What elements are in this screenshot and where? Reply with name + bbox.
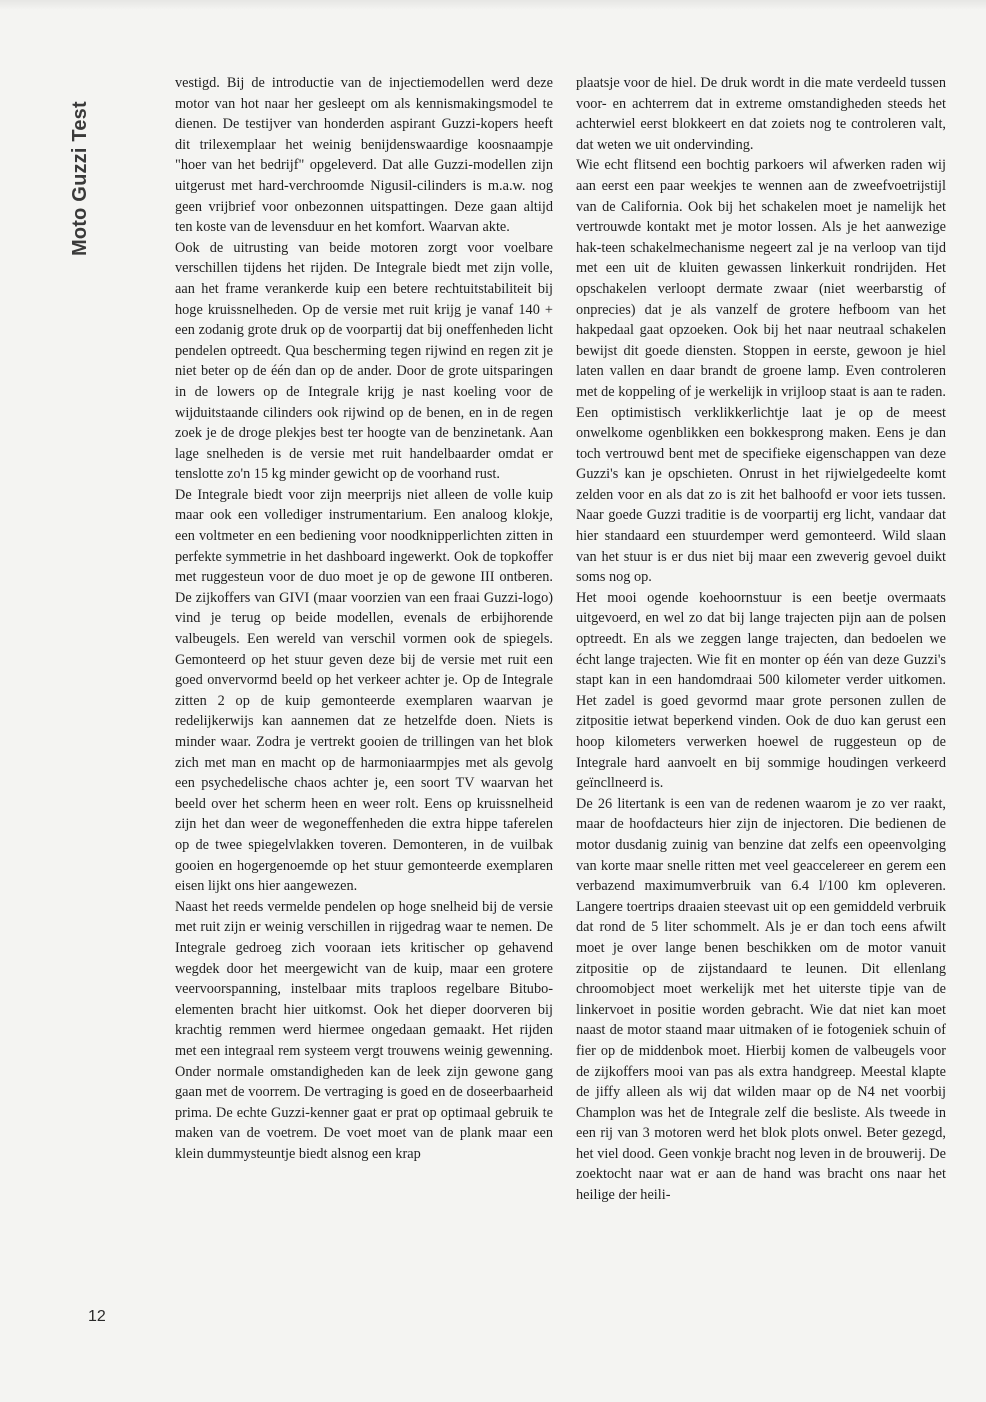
paragraph: Ook de uitrusting van beide motoren zorgt voor voelbare verschillen tijdens het rijden. De Integrale biedt met zijn volle, aan het frame verankerde kuip een betere rechtuitstabiliteit bij hoge kruissnelheden. Op de versie met ruit krijg je vanaf 140 + een zodanig grote druk op de voorpartij dat bij oneffenheden licht pendelen optreedt. Qua bescherming tegen rijwind en regen zit je niet beter op de één dan op de ander. Door de grote uitsparingen in de lowers op de Integrale krijg je nast koeling voor de wijduitstaande cilinders ook rijwind op de benen, en in de regen zoek je de droge plekjes best ter hoogte van de benzinetank. Aan lage snelheden is de versie met ruit handelbaarder omdat er tenslotte zo'n 15 kg minder gewicht op de voorhand rust. — [175, 239, 553, 483]
paragraph: Naast het reeds vermelde pendelen op hoge snelheid bij de versie met ruit zijn er weinig verschillen in rijgedrag waar te nemen. De Integrale gedroeg zich vooraan iets kritischer op gehavend wegdek door het meergewicht van de kuip, maar een grotere veervoorspanning, instelbaar mits traploos regelbare Bitubo-elementen bracht hier uitkomst. Ook het dieper doorveren bij krachtig remmen werd hiermee ongedaan gemaakt. Het rijden met een integraal rem systeem vergt trouwens weinig gewenning. Onder normale omstandigheden kan de leek zijn gewone gang gaan met de voorrem. De vertraging is goed en de doseerbaarheid prima. De echte Guzzi-kenner gaat er prat op optimaal gebruik te maken van de voetrem. De voet moet van de plank maar een klein dummysteuntje biedt alsnog een krap — [175, 898, 553, 1162]
paragraph: De Integrale biedt voor zijn meerprijs niet alleen de volle kuip maar ook een vollediger instrumentarium. Een analoog klokje, een voltmeter en een bediening voor noodknipperlichten zitten in perfekte symmetrie in het dashboard ingewerkt. Ook de topkoffer met ruggesteun voor de duo moet je op de gewone III ontberen. De zijkoffers van GIVI (maar voorzien van een fraai Guzzi-logo) vind je terug op beide modellen, evenals de erbijhorende valbeugels. Een wereld van verschil vormen ook de spiegels. Gemonteerd op het stuur geven deze bij de versie met ruit een goed onvervormd beeld op het verkeer achter je. Op de Integrale zitten 2 op de kuip gemonteerde exemplaren waarvan je redelijkerwijs kan aannemen dat ze hetzelfde doen. Niets is minder waar. Zodra je vertrekt gooien de trillingen van het blok zich met man en macht op de harmoniaarmpjes met als gevolg een psychedelische chaos achter je, een soort TV waarvan het beeld over het scherm heen en weer rolt. Eens op kruissnelheid zijn het dan weer de wegoneffenheden die extra hippe taferelen op de twee spiegelvlakken toveren. Demonteren, in de vuilbak gooien en hogergenoemde op het stuur gemonteerde exemplaren eisen lijkt ons hier aangewezen. — [175, 486, 553, 895]
left-column — [175, 73, 553, 1164]
paragraph: Het mooi ogende koehoornstuur is een beetje overmaats uitgevoerd, en wel zo dat bij lange trajecten pijn aan de polsen optreedt. En als we zeggen lange trajecten, dan bedoelen we écht lange trajecten. Wie fit en monter op één van deze Guzzi's stapt kan in een handomdraai 500 kilometer verder uitkomen. Het zadel is goed gevormd maar grote personen zullen de zitpositie ietwat beperkend vinden. Ook de duo kan gerust een hoop kilometers verwerken hoewel de ruggesteun op de Integrale hard aanvoelt en bij sommige houdingen verkeerd geïncllneerd is. — [576, 589, 946, 792]
paragraph: vestigd. Bij de introductie van de injectiemodellen werd deze motor van hot naar her gesleept om als kennismakingsmodel te dienen. De testijver van honderden aspirant Guzzi-kopers heeft dit trilexemplaar het weinig benijdenswaardige koosnaampje "hoer van het bedrijf" opgeleverd. Dat alle Guzzi-modellen zijn uitgerust met hard-verchroomde Nigusil-cilinders is m.a.w. nog geen vrijbrief voor onbezonnen uitspattingen. Deze gaan altijd ten koste van de levensduur en het komfort. Waarvan akte. — [175, 75, 553, 236]
scan-edge-shadow — [0, 0, 986, 10]
paragraph: Wie echt flitsend een bochtig parkoers wil afwerken raden wij aan eerst een paar weekjes te wennen aan de zweefvoetrijstijl van de California. Ook bij het schakelen moet je namelijk het vertrouwde kontakt met je motor lossen. Als je het aanwezige hak-teen schakelmechanisme negeert zal je na verloop van tijd met een uit de kluiten gewassen linkerkuit rondrijden. Het opschakelen verloopt dermate zwaar (niet weerbarstig of onprecies) dat je als vanzelf de grotere hefboom van het hakpedaal gaat opzoeken. Ook bij het naar neutraal schakelen bewijst dit goede diensten. Stoppen in eerste, gewoon je hiel laten vallen en daar brandt de groene lamp. Even controleren met de koppeling of je werkelijk in vrijloop staat is aan te raden. Een optimistisch verklikkerlichtje laat je op de meest onwelkome ogenblikken een bokkesprong maken. Eens je dan toch vertrouwd bent met de specifieke eigenschappen van deze Guzzi's kan je opschieten. Onrust in het rijwielgedeelte komt zelden voor en als dat zo is zit het balhoofd er voor iets tussen. Naar goede Guzzi traditie is de voorpartij erg licht, vandaar dat hier standaard een stuurdemper werd gemonteerd. Wild slaan van het stuur is er dus niet bij maar een zweverig gevoel duikt soms nog op. — [576, 157, 946, 586]
right-column — [576, 73, 946, 1206]
paragraph: plaatsje voor de hiel. De druk wordt in die mate verdeeld tussen voor- en achterrem dat in extreme omstandigheden steeds het achterwiel eerst blokkeert en dat zoiets nog te controleren valt, dat weten we uit ondervinding. — [576, 75, 946, 153]
page-number: 12 — [88, 1308, 106, 1325]
paragraph: De 26 litertank is een van de redenen waarom je zo ver raakt, maar de hoofdacteurs hier zijn de injectoren. Die bedienen de motor dusdanig zuinig van benzine dat zelfs een opeenvolging van korte maar snelle ritten met veel geaccelereer en gerem een verbazend maximumverbruik van 6.4 l/100 km opleveren. Langere toertrips draaien steevast uit op een gemiddeld verbruik dat rond de 5 liter schommelt. Als je er dan toch eens afwilt moet je over lange benen beschikken om de motor vanuit zitpositie op de zijstandaard te leunen. Dit ellenlang chroomobject moet werkelijk met het uiterste tipje van de linkervoet in positie worden gebracht. Wie dat niet kan moet naast de motor staand maar uitmaken of ie fotogeniek schuin of fier op de middenbok moet. Hierbij komen de valbeugels voor de zijkoffers mooi van pas als extra handgreep. Meestal klapte de jiffy alleen als wij dat wilden maar op de N4 net voorbij Champlon was het de Integrale zelf die besliste. Als tweede in een rij van 3 motoren werd het blok plots onwel. Beter gezegd, het viel dood. Geen vonkje bracht nog leven in de brouwerij. De zoektocht naar wat er aan de hand was bracht ons naar het heilige der heili- — [576, 795, 946, 1204]
section-label: Moto Guzzi Test — [69, 101, 91, 256]
